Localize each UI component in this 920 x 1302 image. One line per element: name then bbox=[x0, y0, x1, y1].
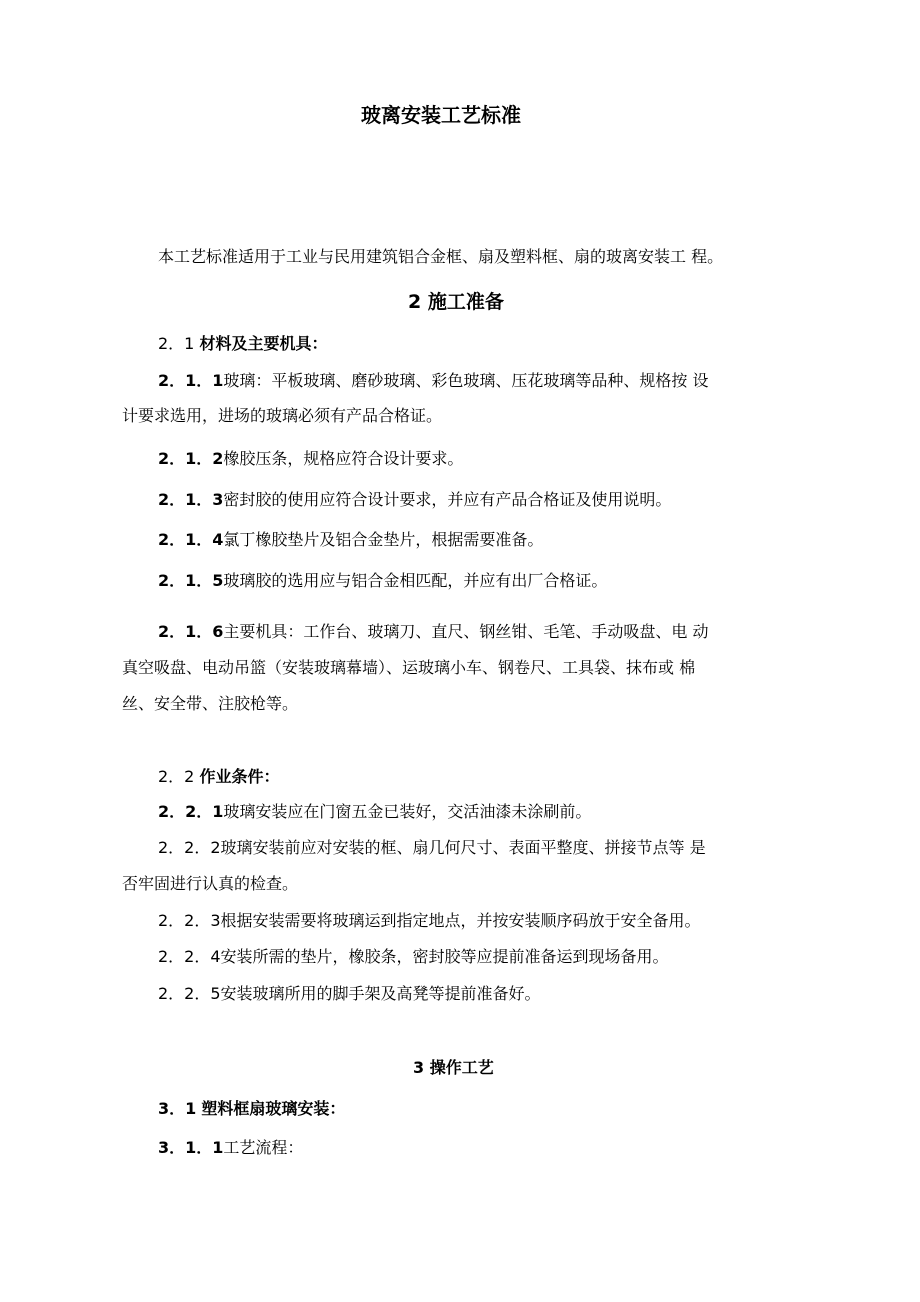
subsection-2-2 bbox=[158, 766, 279, 788]
item-number: 2．1．5 bbox=[158, 571, 224, 590]
item-number: 2．2．4 bbox=[158, 947, 221, 966]
subsection-2-1 bbox=[158, 333, 327, 355]
item-3-1-1 bbox=[158, 1137, 303, 1159]
item-text: 密封胶的使用应符合设计要求，并应有产品合格证及使用说明。 bbox=[223, 490, 672, 509]
section-3-heading: 3 操作工艺 bbox=[413, 1058, 494, 1077]
item-text: 玻璃胶的选用应与铝合金相匹配，并应有出厂合格证。 bbox=[223, 571, 608, 590]
item-text: 玻璃：平板玻璃、磨砂玻璃、彩色玻璃、压花玻璃等品种、规格按 设 bbox=[223, 371, 709, 390]
item-number: 2．1．6 bbox=[158, 622, 224, 641]
item-2-1-1-line-1 bbox=[158, 370, 709, 392]
item-number: 2．1．1 bbox=[158, 371, 224, 390]
item-number: 2．1．2 bbox=[158, 449, 224, 468]
item-text: 橡胶压条，规格应符合设计要求。 bbox=[223, 449, 464, 468]
item-2-2-4 bbox=[158, 946, 669, 968]
item-number: 2．1．4 bbox=[158, 530, 224, 549]
item-2-2-3 bbox=[158, 910, 701, 932]
subsection-3-1 bbox=[158, 1098, 345, 1120]
item-number: 2．2．3 bbox=[158, 911, 221, 930]
item-2-1-6-line-3: 丝、安全带、注胶枪等。 bbox=[122, 694, 299, 713]
item-text: 工艺流程： bbox=[223, 1138, 304, 1157]
subsection-label: 材料及主要机具： bbox=[199, 334, 328, 353]
item-number: 2．2．1 bbox=[158, 802, 224, 821]
item-2-2-1 bbox=[158, 801, 591, 823]
item-number: 2．2．5 bbox=[158, 984, 221, 1003]
item-text: 玻璃安装应在门窗五金已装好，交活油漆未涂刷前。 bbox=[223, 802, 592, 821]
item-text: 氯丁橡胶垫片及铝合金垫片，根据需要准备。 bbox=[223, 530, 544, 549]
item-text: 安装玻璃所用的脚手架及高凳等提前准备好。 bbox=[220, 984, 541, 1003]
item-2-2-2-line-1 bbox=[158, 837, 706, 859]
item-text: 玻璃安装前应对安装的框、扇几何尺寸、表面平整度、拼接节点等 是 bbox=[220, 838, 706, 857]
section-2-heading: 2 施工准备 bbox=[408, 291, 504, 313]
item-number: 2．1．3 bbox=[158, 490, 224, 509]
item-2-1-1-line-2: 计要求选用，进场的玻璃必须有产品合格证。 bbox=[122, 406, 443, 425]
item-2-1-6-line-2: 真空吸盘、电动吊篮（安装玻璃幕墙）、运玻璃小车、钢卷尺、工具袋、抹布或 棉 bbox=[122, 658, 696, 677]
item-number: 3．1．1 bbox=[158, 1138, 224, 1157]
item-2-1-6-line-1 bbox=[158, 621, 709, 643]
item-text: 主要机具：工作台、玻璃刀、直尺、钢丝钳、毛笔、手动吸盘、电 动 bbox=[223, 622, 709, 641]
subsection-label: 作业条件： bbox=[199, 767, 280, 786]
subsection-number: 2．1 bbox=[158, 334, 195, 353]
intro-paragraph: 本工艺标准适用于工业与民用建筑铝合金框、扇及塑料框、扇的玻离安装工 程。 bbox=[158, 247, 724, 266]
item-2-1-5 bbox=[158, 570, 607, 592]
item-text: 安装所需的垫片，橡胶条，密封胶等应提前准备运到现场备用。 bbox=[220, 947, 669, 966]
subsection-number: 2．2 bbox=[158, 767, 195, 786]
item-number: 2．2．2 bbox=[158, 838, 221, 857]
item-2-1-4 bbox=[158, 529, 543, 551]
item-2-1-3 bbox=[158, 489, 671, 511]
document-title: 玻离安装工艺标准 bbox=[361, 103, 521, 127]
subsection-number: 3．1 bbox=[158, 1099, 197, 1118]
item-text: 根据安装需要将玻璃运到指定地点，并按安装顺序码放于安全备用。 bbox=[220, 911, 701, 930]
item-2-2-2-line-2: 否牢固进行认真的检查。 bbox=[122, 874, 299, 893]
item-2-1-2 bbox=[158, 448, 463, 470]
subsection-label: 塑料框扇玻璃安装： bbox=[201, 1099, 346, 1118]
item-2-2-5 bbox=[158, 983, 541, 1005]
